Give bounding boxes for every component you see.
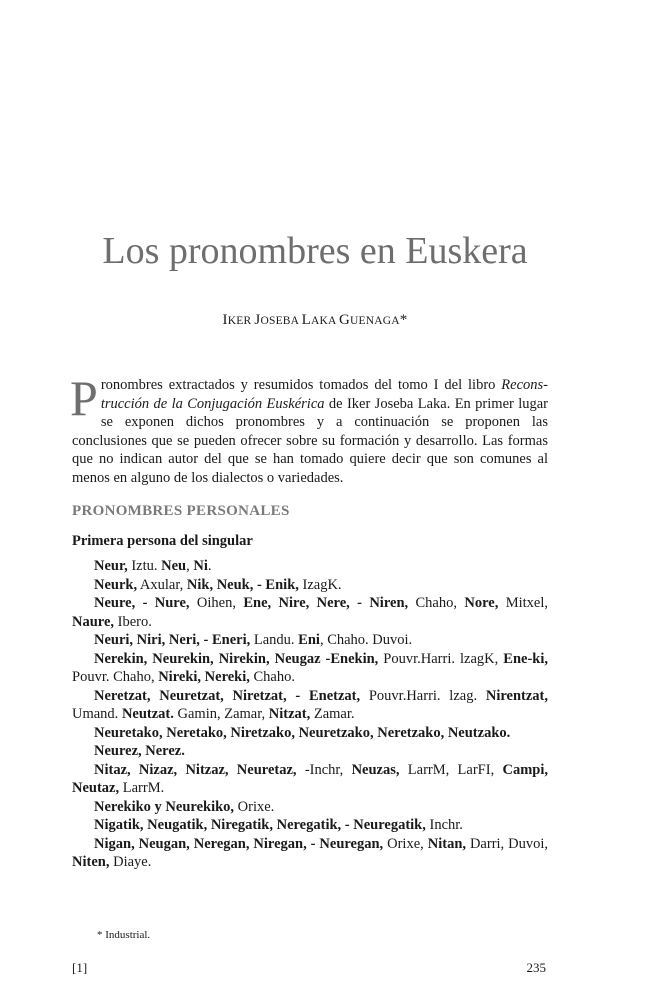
pronoun-entry	[72, 761, 548, 798]
pronoun-form: Ni	[193, 558, 208, 574]
source-citation: Pouvr. Chaho,	[72, 669, 159, 685]
folio-left: [1]	[72, 960, 88, 975]
source-citation: Inchr.	[425, 817, 463, 833]
abstract-segment: ronombres extractados y resumidos tomados del tomo I del libro	[100, 377, 502, 393]
source-citation: Zamar.	[310, 706, 355, 722]
source-citation: , Chaho. Duvoi.	[319, 632, 413, 648]
abstract	[70, 370, 549, 488]
pronoun-entry	[72, 594, 548, 631]
source-citation: Gamin, Zamar,	[173, 706, 269, 722]
pronoun-form: Nireki, Nereki,	[158, 669, 250, 685]
author-footnote-marker: *	[399, 312, 408, 328]
pronoun-form: Nitaz, Nizaz, Nitzaz, Neuretaz,	[94, 761, 297, 778]
source-citation: LarrM.	[119, 780, 165, 796]
pronoun-form: Neurez, Nerez.	[94, 743, 185, 759]
pronoun-form: Nerekin, Neurekin, Nirekin, Neugaz -Enekin,	[94, 650, 379, 667]
pronoun-form: Neure, - Nure,	[94, 595, 190, 611]
abstract-segment: de Iker Joseba Laka. En primer lugar se exponen dichos pronombres y a continuación se proponen las conclusiones que se pueden ofrecer sobre su formación y desarrollo. Las formas que no indican autor del que se han tomado quiere decir que son comunes al menos en alguno de los dialectos o variedades.	[72, 395, 549, 486]
source-citation: Diaye.	[109, 854, 152, 870]
source-citation: ,	[186, 558, 194, 574]
pronoun-form: Nitan,	[427, 835, 467, 852]
pronoun-form: Neuri, Niri, Neri, - Eneri,	[94, 632, 251, 648]
pronoun-entry	[72, 687, 548, 724]
source-citation: .	[207, 558, 212, 574]
pronoun-entry	[72, 835, 548, 872]
pronoun-form: Nigan, Neugan, Neregan, Niregan, - Neuregan,	[94, 835, 384, 852]
pronoun-form: Naure,	[72, 613, 115, 630]
source-citation: Pouvr.Harri. lzagK,	[378, 650, 504, 667]
pronoun-entry	[72, 576, 548, 595]
pronoun-form: Neur,	[94, 558, 128, 574]
author-part: J	[254, 312, 261, 328]
page-number: 235	[526, 960, 546, 975]
pronoun-form: Neutzat.	[121, 706, 174, 722]
source-citation: Darri, Duvoi,	[466, 835, 549, 852]
author-line	[0, 312, 630, 329]
pronoun-entry	[72, 650, 548, 687]
source-citation: Orixe,	[383, 835, 428, 852]
article-title: Los pronombres en Euskera	[102, 230, 528, 272]
pronoun-form: Nirentzat,	[485, 687, 548, 704]
drop-cap: P	[70, 370, 98, 426]
pronoun-form: Niten,	[72, 854, 110, 870]
pronoun-entry	[72, 631, 548, 650]
pronoun-form: Neu	[161, 558, 187, 574]
pronoun-form: Neurk,	[94, 576, 138, 593]
author-part: OSEBA	[260, 315, 302, 327]
pronoun-entry	[72, 742, 548, 761]
source-citation: Oihen,	[189, 595, 244, 611]
pronoun-form: Nerekiko y Neurekiko,	[94, 798, 235, 815]
author-part: G	[338, 312, 351, 328]
pronoun-entries	[72, 557, 548, 872]
pronoun-entry	[72, 557, 548, 576]
book-title-italic: Recons-trucción de la Conjugación Euskérica	[100, 377, 548, 412]
pronoun-entry	[72, 798, 548, 817]
source-citation: Landu.	[250, 632, 299, 648]
pronoun-form: Ene-ki,	[503, 650, 548, 667]
source-citation: Mitxel,	[498, 595, 549, 611]
pronoun-form: Nigatik, Neugatik, Niregatik, Neregatik, - Neuregatik,	[94, 817, 426, 833]
pronoun-entry	[72, 724, 548, 743]
pronoun-form: Neuzas,	[351, 761, 400, 778]
footnote: * Industrial.	[97, 929, 151, 941]
pronoun-form: Nitzat,	[268, 706, 311, 722]
subsection-heading: Primera persona del singular	[72, 533, 253, 549]
source-citation: LarrM, LarFI,	[399, 761, 503, 778]
pronoun-form: Eni	[298, 632, 320, 648]
pronoun-form: Neretzat, Neuretzat, Niretzat, - Enetzat,	[94, 687, 361, 704]
pronoun-form: Nik, Neuk, - Enik,	[186, 576, 299, 593]
pronoun-form: Ene, Nire, Nere, - Niren,	[243, 595, 409, 611]
source-citation: Chaho.	[249, 669, 295, 685]
source-citation: Chaho,	[408, 595, 465, 611]
section-heading: PRONOMBRES PERSONALES	[72, 503, 290, 519]
source-citation: Pouvr.Harri. lzag.	[360, 687, 486, 704]
source-citation: Umand.	[72, 706, 122, 722]
pronoun-entry	[72, 816, 548, 835]
source-citation: -Inchr,	[296, 761, 352, 778]
source-citation: IzagK.	[298, 576, 342, 593]
author-part: KER	[227, 315, 255, 327]
source-citation: Ibero.	[114, 613, 152, 630]
author-part: UENAGA	[350, 315, 400, 327]
author-part: I	[222, 312, 228, 328]
source-citation: Iztu.	[127, 558, 162, 574]
pronoun-form: Nore,	[464, 595, 499, 611]
pronoun-form: Campi, Neutaz,	[72, 761, 549, 796]
source-citation: Axular,	[137, 576, 187, 593]
author-part: AKA	[311, 315, 339, 327]
pronoun-form: Neuretako, Neretako, Niretzako, Neuretzako, Neretzako, Neutzako.	[94, 724, 511, 741]
source-citation: Orixe.	[234, 798, 275, 815]
author-part: L	[301, 312, 311, 328]
